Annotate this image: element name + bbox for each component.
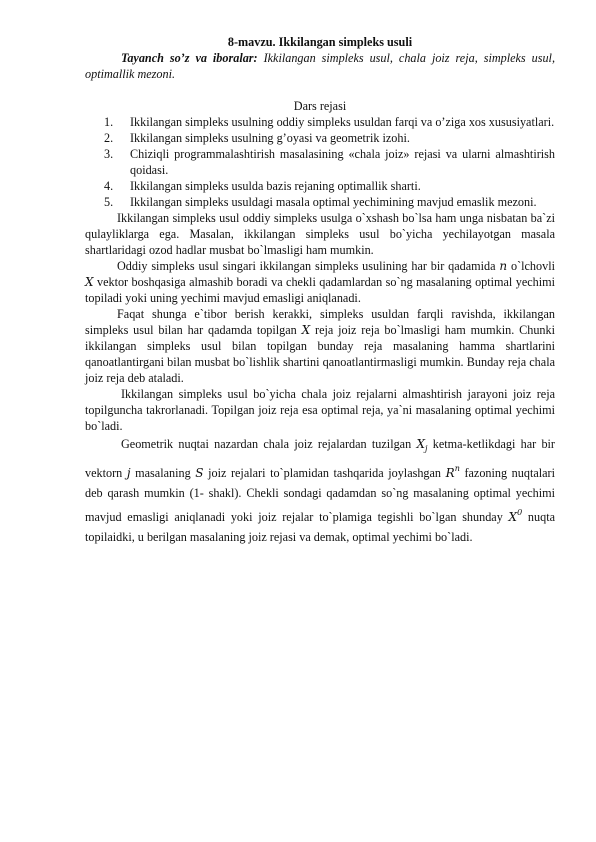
plan-item-text: Ikkilangan simpleks usulda bazis rejaning optimallik sharti. [130, 179, 421, 193]
plan-item [85, 114, 555, 130]
keywords-label: Tayanch so’z va iboralar: [121, 51, 258, 65]
math-symbol: R [445, 466, 455, 480]
math-j: j [126, 466, 131, 480]
plan-item-text: Chiziqli programmalashtirish masalasining «chala joiz» rejasi va ularni almashtirish qoidasi. [130, 147, 555, 177]
paragraph-4: Ikkilangan simpleks usul bo`yicha chala joiz rejalarni almashtirish jarayoni joiz reja topilguncha takrorlanadi. Topilgan joiz reja esa optimal reja, ya`ni masalaning optimal yechimi bo`ladi. [85, 387, 555, 433]
math-subscript: j [425, 444, 428, 453]
text-run: o`lchovli [507, 259, 555, 273]
paragraph-2 [85, 258, 555, 306]
text-run: reja joiz reja bo`lmasligi ham mumkin. Chunki ikkilangan simpleks usul bilan topilgan bunday reja masalaning hamma shartlarini qanoatlantirgani bilan musbat bo`lishlik shartini qanoatlantirmasligi mumkin. Bunday reja chala joiz reja deb ataladi. [85, 323, 555, 385]
paragraph-5 [85, 434, 555, 547]
text-run: joiz rejalari to`plamidan tashqarida joylashgan [203, 466, 446, 480]
math-superscript: 0 [517, 508, 523, 517]
math-x0 [509, 510, 523, 524]
math-s: S [195, 466, 204, 480]
plan-item [85, 178, 555, 194]
text-run: nuqta topilaidki, u berilgan masalaning joiz rejasi va demak, optimal yechimi bo`ladi. [85, 510, 555, 544]
paragraph-1: Ikkilangan simpleks usul oddiy simpleks usulga o`xshash bo`lsa ham unga nisbatan ba`zi qulayliklarga ega. Masalan, ikkilangan simpleks usul bo`yicha yechilayotgan masala shartlaridagi ozod hadlar musbat bo`lmasligi ham mumkin. [85, 211, 555, 257]
math-rn [446, 466, 460, 480]
keywords-text: Ikkilangan simpleks usul, chala joiz reja, simpleks usul, optimallik mezoni. [85, 51, 555, 81]
math-superscript: n [454, 464, 460, 473]
text-run: Faqat shunga e`tibor berish kerakki, simpleks usuldan farqli ravishda, ikkilangan simpleks usul bilan har qadamda topilgan [85, 307, 555, 337]
text-run: vektor boshqasiga almashib boradi va chekli qadamlardan so`ng masalaning optimal yechimi topiladi yoki uning yechimi mavjud emasligi aniqlanadi. [85, 275, 555, 305]
plan-item-number: 5. [104, 195, 114, 209]
paragraph-3 [85, 306, 555, 386]
plan-item-number: 4. [104, 179, 114, 193]
text-run: masalaning [130, 466, 196, 480]
keywords-paragraph [85, 50, 555, 82]
math-symbol: X [416, 437, 425, 451]
plan-item-number: 3. [104, 147, 114, 161]
plan-title: Dars rejasi [293, 99, 347, 113]
plan-list [85, 114, 555, 210]
plan-item-text: Ikkilangan simpleks usulning oddiy simpleks usuldan farqi va o’ziga xos xususiyatlari. [130, 115, 555, 129]
math-symbol: X [508, 510, 518, 524]
math-x: X [85, 275, 94, 289]
plan-item-number: 2. [104, 131, 114, 145]
plan-item [85, 130, 555, 146]
document-page [85, 30, 555, 547]
plan-item-text: Ikkilangan simpleks usuldagi masala optimal yechimining mavjud emaslik mezoni. [130, 195, 537, 209]
math-x: X [301, 323, 311, 337]
text-run: Geometrik nuqtai nazardan chala joiz rejalardan tuzilgan [121, 437, 417, 451]
text-run: ketma-ketlikdagi har bir vektorn [85, 437, 555, 480]
plan-item-number: 1. [104, 115, 114, 129]
math-n: n [499, 259, 508, 273]
plan-item [85, 194, 555, 210]
text-run: fazoning nuqtalari deb qarash mumkin (1- shakl). Chekli sondagi qadamdan so`ng masalaning optimal yechimi mavjud emasligi aniqlanadi yoki joiz rejalar to`plamiga tegishli bo`lgan shunday [85, 466, 555, 524]
math-xj [416, 437, 427, 451]
page-title: 8-mavzu. Ikkilangan simpleks usuli [227, 35, 413, 49]
text-run: Oddiy simpleks usul singari ikkilangan simpleks usulining har bir qadamida [117, 259, 500, 273]
plan-item [85, 146, 555, 178]
plan-item-text: Ikkilangan simpleks usulning g’oyasi va geometrik izohi. [130, 131, 410, 145]
